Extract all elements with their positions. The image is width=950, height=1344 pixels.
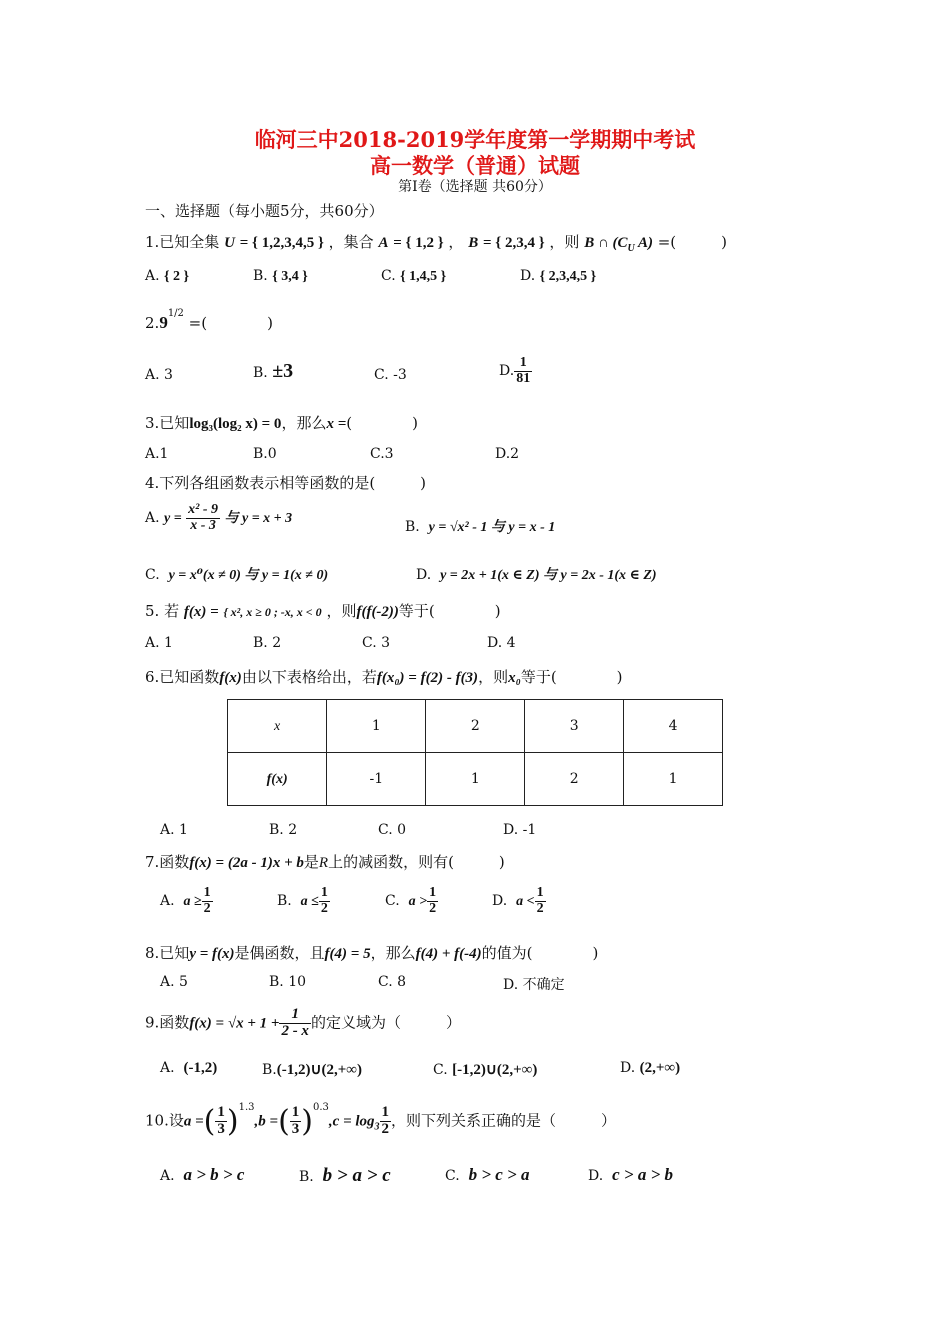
exam-subtitle: 高一数学（普通）试题 bbox=[370, 153, 580, 178]
question-1: 1.已知全集 U = { 1,2,3,4,5 } ，集合 A = { 1,2 } ， B = { 2,3,4 } ，则 B ∩ ($C_U$ A) =( ) bbox=[145, 233, 728, 254]
q2-option-a: A. 3 bbox=[145, 367, 173, 383]
q4-option-a: A. y = $\frac{\text{x² - 9}}{x - 3}$ 与 y = x + 3 bbox=[145, 502, 293, 533]
function-table bbox=[227, 699, 723, 806]
q10-option-b: B. b > a > c bbox=[299, 1165, 391, 1186]
q2-option-c: C. -3 bbox=[374, 367, 407, 383]
q1-text3: ， bbox=[448, 233, 464, 251]
question-9: 9.函数f(x) = √x + 1 + $\frac{1}{2 - x}$ 的定义域为（ ） bbox=[145, 1006, 461, 1039]
q2-exponent: 1/2 bbox=[167, 308, 184, 319]
q8-option-b: B. 10 bbox=[269, 974, 307, 990]
table-cell: 2 bbox=[426, 700, 525, 753]
q3-option-b: B.0 bbox=[253, 446, 277, 462]
q8-option-a: A. 5 bbox=[160, 974, 188, 990]
q7-option-c: C. a > $\frac{1}{2}$ bbox=[385, 885, 437, 916]
question-5: 5. 若 f(x) = { x², x ≥ 0 ; -x, x < 0 ，则f(f(-2))等于( ) bbox=[145, 602, 501, 620]
question-7: 7.函数f(x) = (2a - 1)x + b是R上的减函数，则有( ) bbox=[145, 853, 505, 871]
q10-exp-b: 0.3 bbox=[313, 1101, 329, 1113]
q5-option-c: C. 3 bbox=[362, 635, 391, 651]
q10-exp-a: 1.3 bbox=[238, 1101, 255, 1113]
table-cell: 4 bbox=[624, 700, 723, 753]
q1-expr: B ∩ (C bbox=[584, 235, 628, 251]
q5-option-d: D. 4 bbox=[487, 635, 516, 651]
q1-text5: =( ) bbox=[657, 233, 728, 251]
q8-option-c: C. 8 bbox=[378, 974, 407, 990]
q1-text4: ，则 bbox=[549, 233, 580, 251]
q3-expr: log₃(log₂ x) = 0 bbox=[189, 416, 282, 432]
q5-piecewise: { x², x ≥ 0 ; -x, x < 0 bbox=[223, 605, 322, 619]
q1-option-a: A. { 2 } bbox=[145, 268, 190, 284]
q1-set-A: 1,2 bbox=[415, 235, 434, 251]
table-cell: 1 bbox=[624, 753, 723, 806]
q3-option-a: A.1 bbox=[145, 446, 169, 462]
q7-option-a: A. a ≥ $\frac{1}{2}$ bbox=[160, 885, 211, 916]
question-8: 8.已知y = f(x)是偶函数，且f(4) = 5，那么f(4) + f(-4)的值为( ) bbox=[145, 944, 599, 962]
q5-option-b: B. 2 bbox=[253, 635, 282, 651]
table-row bbox=[228, 753, 723, 806]
question-10: 10.设a =( $\frac{1}{3}$ )$^{1.3}$,b =( $\frac{1}{3}$ )$^{0.3},c = \log_3$ $\frac{1}{2}$ ，则下列关系正确的是（ ） bbox=[145, 1101, 617, 1139]
q6-option-a: A. 1 bbox=[160, 822, 188, 838]
q3-option-c: C.3 bbox=[370, 446, 394, 462]
q1-B: B bbox=[468, 235, 479, 251]
q7-option-d: D. a < $\frac{1}{2}$ bbox=[492, 885, 544, 916]
part-heading: 第Ⅰ卷（选择题 共60分） bbox=[398, 179, 552, 195]
q4-option-b: B. y = √x² - 1 与 y = x - 1 bbox=[405, 519, 556, 535]
table-cell: 1 bbox=[327, 700, 426, 753]
q1-option-b: B. { 3,4 } bbox=[253, 268, 308, 284]
q1-stem: 1.已知全集 bbox=[145, 233, 220, 251]
table-cell: 1 bbox=[426, 753, 525, 806]
q8-option-d: D. 不确定 bbox=[503, 977, 565, 993]
q1-option-c: C. { 1,4,5 } bbox=[381, 268, 447, 284]
table-cell: 3 bbox=[525, 700, 624, 753]
q1-text2: ，集合 bbox=[328, 233, 374, 251]
table-cell: -1 bbox=[327, 753, 426, 806]
q9-option-a: A. (-1,2) bbox=[160, 1060, 218, 1076]
q1-set-B: 2,3,4 bbox=[504, 235, 535, 251]
q10-option-c: C. b > c > a bbox=[445, 1165, 530, 1184]
table-cell: f(x) bbox=[228, 753, 327, 806]
q2-base: 9 bbox=[159, 313, 168, 332]
question-3: 3.已知log₃(log₂ x) = 0，那么x =( ) bbox=[145, 414, 418, 432]
exam-title: 临河三中2018-2019学年度第一学期期中考试 bbox=[254, 127, 696, 152]
table-cell: 2 bbox=[525, 753, 624, 806]
q6-option-c: C. 0 bbox=[378, 822, 407, 838]
question-2: $2.9^{1/2}$ =( ) bbox=[145, 308, 273, 332]
q9-option-c: C. [-1,2)∪(2,+∞) bbox=[433, 1062, 538, 1078]
q10-option-d: D. c > a > b bbox=[588, 1165, 674, 1184]
q6-option-b: B. 2 bbox=[269, 822, 298, 838]
q9-option-d: D. (2,+∞) bbox=[620, 1060, 681, 1076]
q3-option-d: D.2 bbox=[495, 446, 520, 462]
q1-A: A bbox=[378, 235, 389, 251]
q1-option-d: D. { 2,3,4,5 } bbox=[520, 268, 597, 284]
section-heading: 一、选择题（每小题5分，共60分） bbox=[145, 202, 384, 220]
q4-option-d: D. y = 2x + 1(x ∈ Z) 与 y = 2x - 1(x ∈ Z) bbox=[416, 567, 657, 583]
q7-option-b: B. a ≤ $\frac{1}{2}$ bbox=[277, 885, 328, 916]
q2-option-b: B. ±3 bbox=[253, 360, 294, 382]
q4-option-c: C. y = x⁰(x ≠ 0) 与 y = 1(x ≠ 0) bbox=[145, 567, 329, 583]
q1-U: U bbox=[224, 235, 235, 251]
q5-option-a: A. 1 bbox=[145, 635, 173, 651]
q10-option-a: A. a > b > c bbox=[160, 1165, 245, 1184]
question-6: 6.已知函数f(x)由以下表格给出，若f(x₀) = f(2) - f(3)，则x₀等于( ) bbox=[145, 668, 623, 686]
q2-option-d: D. $\frac{1}{81}$ bbox=[499, 355, 531, 386]
table-row bbox=[228, 700, 723, 753]
q6-option-d: D. -1 bbox=[503, 822, 537, 838]
table-cell: x bbox=[228, 700, 327, 753]
q1-set-U: 1,2,3,4,5 bbox=[261, 235, 315, 251]
question-4: 4.下列各组函数表示相等函数的是( ) bbox=[145, 474, 427, 492]
q9-option-b: B.(-1,2)∪(2,+∞) bbox=[262, 1062, 362, 1078]
